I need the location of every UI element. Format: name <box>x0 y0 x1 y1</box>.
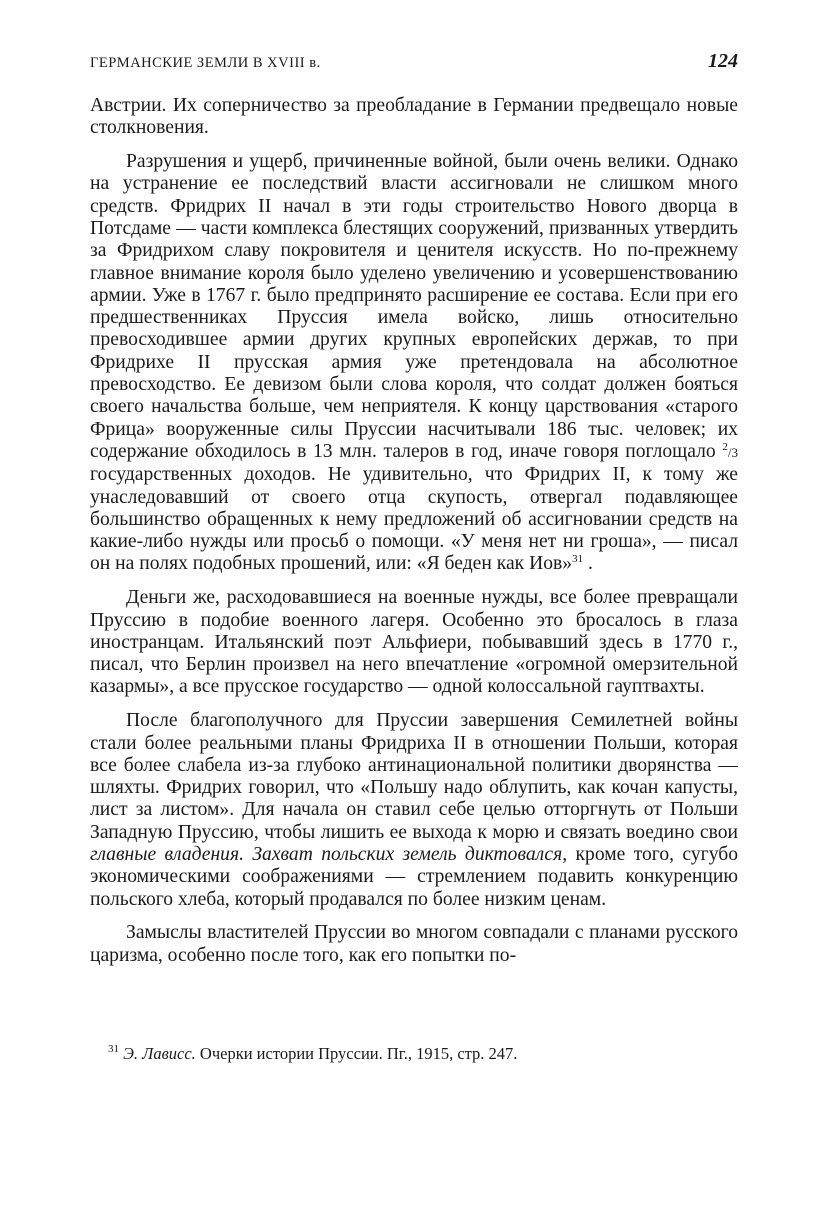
paragraph-russian-plans: Замыслы властителей Пруссии во многом совпадали с планами русского царизма, особенно после того, как его попытки по- <box>90 922 738 966</box>
paragraph-continuation: Австрии. Их соперничество за преобладание в Германии предвещало новые столкновения. <box>90 95 738 139</box>
paragraph-poland <box>90 710 738 911</box>
fraction-denominator: /3 <box>727 444 738 460</box>
paragraph-war-damage <box>90 151 738 576</box>
body-text <box>90 95 738 967</box>
paragraph-text: Разрушения и ущерб, причиненные войной, были очень велики. Однако на устранение ее последствий власти ассигновали не слишком много средств. Фридрих II начал в эти годы строительство Нового дворца в Потсдаме — части комплекса блестящих сооружений, призванных утвердить за Фридрихом славу покровителя и ценителя искусств. Но по-прежнему главное внимание короля было уделено увеличению и усовершенствованию армии. Уже в 1767 г. было предпринято расширение ее состава. Если при его предшественниках Пруссия имела войско, лишь относительно превосходившее армии других крупных европейских держав, то при Фридрихе II прусская армия уже претендовала на абсолютное превосходство. Ее девизом были слова короля, что солдат должен бояться своего начальства больше, чем неприятеля. К концу царствования «старого Фрица» вооруженные силы Пруссии насчитывали 186 тыс. человек; их содержание обходилось в 13 млн. талеров в год, иначе говоря поглощало <box>90 151 738 462</box>
page-header <box>90 50 738 76</box>
page-number: 124 <box>708 50 738 72</box>
footnote-author: Э. Лависс. <box>123 1044 196 1063</box>
paragraph-text: кроме того, сугубо экономическими соображениями — стремлением подавить конкуренцию польского хлеба, который продавался по более низким ценам. <box>90 844 738 910</box>
fraction-numerator: 2 <box>722 440 728 453</box>
paragraph-text: После благополучного для Пруссии завершения Семилетней войны стали более реальными планы Фридриха II в отношении Польши, которая все более слабела из-за глубоко антинациональной политики дворянства — шляхты. Фридрих говорил, что «Польшу надо облупить, как кочан капусты, лист за листом». Для начала он ставил себе целью отторгнуть от Польши Западную Пруссию, чтобы лишить ее выхода к морю и связать воедино свои <box>90 710 738 843</box>
paragraph-text: государственных доходов. Не удивительно, что Фридрих II, к тому же унаследовавший от своего отца скупость, отвергал подавляющее большинство обращенных к нему предложений об ассигновании средств на какие-либо нужды или просьб о помощи. «У меня нет ни гроша», — писал он на полях подобных прошений, или: «Я беден как Иов» <box>90 464 738 575</box>
footnote-reference: 31 <box>572 553 584 566</box>
running-title: ГЕРМАНСКИЕ ЗЕМЛИ В XVIII в. <box>90 55 321 71</box>
italic-emphasis: главные владения. Захват польских земель диктовался, <box>90 844 568 865</box>
footnote-marker: 31 <box>108 1043 119 1055</box>
paragraph-military-camp: Деньги же, расходовавшиеся на военные нужды, все более превращали Пруссию в подобие военного лагеря. Особенно это бросалось в глаза иностранцам. Итальянский поэт Альфиери, побывавший здесь в 1770 г., писал, что Берлин произвел на него впечатление «огромной омерзительной казармы», а все прусское государство — одной колоссальной гауптвахты. <box>90 587 738 698</box>
paragraph-text: . <box>583 553 593 575</box>
footnote <box>90 1044 738 1064</box>
footnote-text: Очерки истории Пруссии. Пг., 1915, стр. 247. <box>195 1044 518 1063</box>
